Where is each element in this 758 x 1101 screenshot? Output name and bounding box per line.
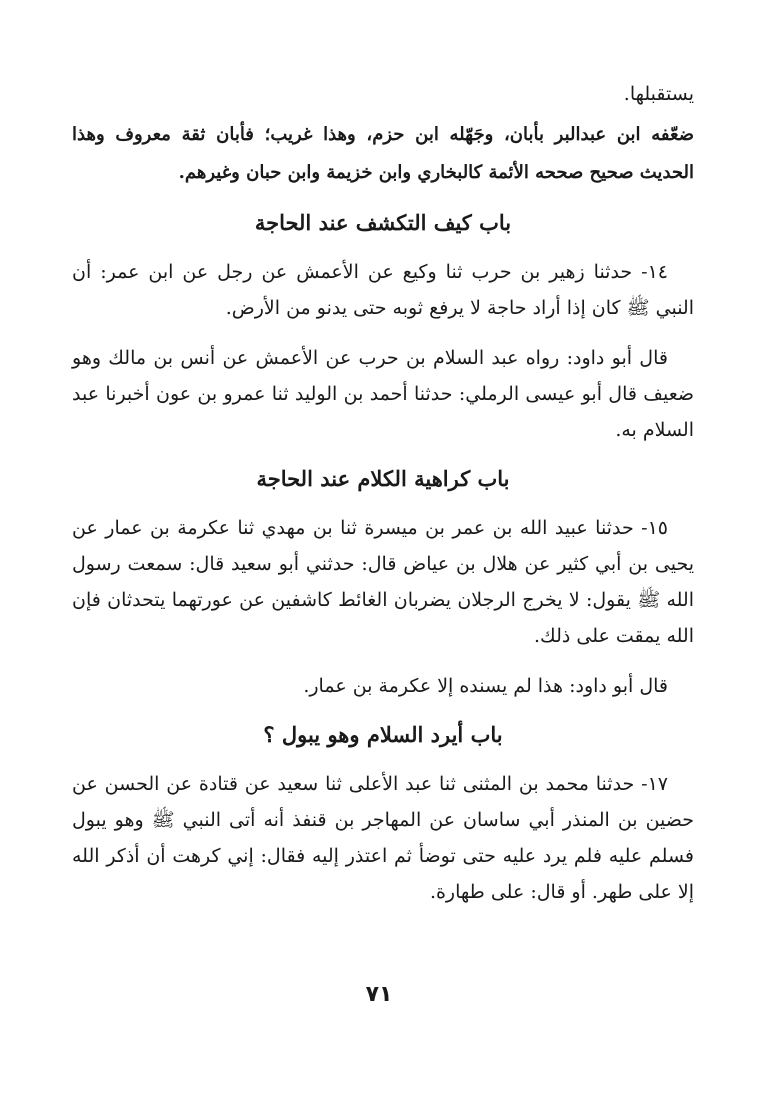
hadith-14: ١٤- حدثنا زهير بن حرب ثنا وكيع عن الأعمش عن رجل عن ابن عمر: أن النبي ﷺ كان إذا أراد حاجة لا يرفع ثوبه حتى يدنو من الأرض. bbox=[72, 261, 694, 319]
hadith-17: ١٧- حدثنا محمد بن المثنى ثنا عبد الأعلى ثنا سعيد عن قتادة عن الحسن عن حضين بن المنذر أبي ساسان عن المهاجر بن قنفذ أنه أتى النبي ﷺ وهو يبول فسلم عليه فلم يرد عليه حتى توضأ ثم اعتذر إليه فقال: إني كرهت أن أذكر الله إلا على طهر. أو قال: على طهارة. bbox=[72, 773, 694, 903]
page-body bbox=[72, 80, 694, 924]
section-heading-1: باب كيف التكشف عند الحاجة bbox=[254, 210, 512, 235]
continuation-line: يستقبلها. bbox=[623, 83, 694, 105]
abu-dawud-comment-14: قال أبو داود: رواه عبد السلام بن حرب عن الأعمش عن أنس بن مالك وهو ضعيف قال أبو عيسى الرملي: حدثنا أحمد بن الوليد ثنا عمرو بن عون أخبرنا عبد السلام به. bbox=[72, 347, 694, 441]
section-heading-3: باب أيرد السلام وهو يبول ؟ bbox=[263, 722, 503, 747]
editor-note: ضعّفه ابن عبدالبر بأبان، وجَهّله ابن حزم، وهذا غريب؛ فأبان ثقة معروف وهذا الحديث صحيح صححه الأئمة كالبخاري وابن خزيمة وابن حبان وغيرهم. bbox=[72, 124, 694, 183]
section-heading-2: باب كراهية الكلام عند الحاجة bbox=[256, 466, 510, 491]
abu-dawud-comment-15: قال أبو داود: هذا لم يسنده إلا عكرمة بن عمار. bbox=[303, 675, 668, 697]
hadith-15: ١٥- حدثنا عبيد الله بن عمر بن ميسرة ثنا بن مهدي ثنا عكرمة بن عمار عن يحيى بن أبي كثير عن هلال بن عياض قال: حدثني أبو سعيد قال: سمعت رسول الله ﷺ يقول: لا يخرج الرجلان يضربان الغائط كاشفين عن عورتهما يتحدثان فإن الله يمقت على ذلك. bbox=[72, 517, 694, 647]
page-number: ٧١ bbox=[365, 982, 393, 1007]
